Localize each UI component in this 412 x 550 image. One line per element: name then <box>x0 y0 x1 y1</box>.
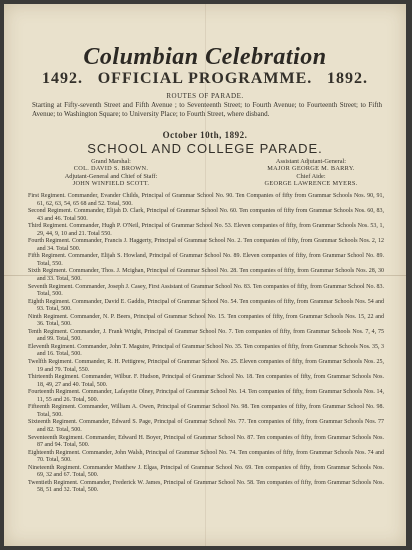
regiment-entry: Eleventh Regiment. Commander, John T. Maguire, Principal of Grammar School No. 35. Ten companies of fifty, from Grammar Schools Nos. 35, 3 and 16. Total, 500. <box>28 343 384 358</box>
adjutant-general-label: Adjutant-General and Chief of Staff: <box>64 173 158 180</box>
regiment-entry: Fifth Regiment. Commander, Elijah S. Howland, Principal of Grammar School No. 89. Eleven companies of fifty, from Grammar School No. 89. Total, 550. <box>28 253 384 267</box>
chief-aide-name: GEORGE LAWRENCE MYERS. <box>264 180 358 188</box>
page-title: Columbian Celebration <box>83 44 327 70</box>
assistant-adjutant-name: MAJOR GEORGE M. BARRY. <box>267 165 355 173</box>
regiment-entry: Twelfth Regiment. Commander, R. H. Pettigrew, Principal of Grammar School No. 25. Eleven companies of fifty, from Grammar Schools Nos. 25, 19 and 79. Total, 550. <box>28 359 384 373</box>
regiment-entry: Fourteenth Regiment. Commander, Lafayette Olney, Principal of Grammar School No. 14. Ten companies of fifty, from Grammar Schools Nos. 14, 11, 55 and 26. Total, 500. <box>28 389 384 403</box>
regiment-entry: Tenth Regiment. Commander, J. Frank Wright, Principal of Grammar School No. 7. Ten companies of fifty, from Grammar Schools Nos. 7, 4, 75 and 99. Total, 500. <box>28 328 384 343</box>
adjutant-general-name: JOHN WINFIELD SCOTT. <box>72 180 150 188</box>
regiment-entry: Nineteenth Regiment. Commander Matthew J. Elgas, Principal of Grammar School No. 69. Ten companies of fifty, from Grammar Schools Nos. 69, 32 and 67. Total, 500. <box>28 464 384 479</box>
grand-marshal-label: Grand Marshal: <box>91 158 131 165</box>
regiment-entry: Twentieth Regiment. Commander, Frederick W. James, Principal of Grammar School No. 58. Ten companies of fifty, from Grammar Schools Nos. 58, 51 and 32. Total, 500. <box>28 479 384 494</box>
regiment-entry: First Regiment. Commander, Evander Childs, Principal of Grammar School No. 90. Ten Companies of fifty from Grammar Schools Nos. 90, 91, 61, 62, 63, 54, 65 68 and 52. Total, 500. <box>28 193 384 207</box>
routes-heading: ROUTES OF PARADE. <box>166 92 244 100</box>
regiment-entry: Seventh Regiment. Commander, Joseph J. Casey, First Assistant of Grammar School No. 83. Ten companies of fifty, from Grammar School No. 83. Total, 500. <box>28 283 384 298</box>
regiment-entry: Eighth Regiment. Commander, David E. Gaddis, Principal of Grammar School No. 54. Ten companies of fifty, from Grammar Schools Nos. 54 and 93. Total, 500. <box>28 298 384 313</box>
grand-marshal-name: COL. DAVID S. BROWN. <box>73 165 149 173</box>
year-left: 1492. <box>42 70 83 87</box>
assistant-adjutant <box>240 158 382 173</box>
regiment-entry: Seventeenth Regiment. Commander, Edward H. Boyer, Principal of Grammar School No. 87. Ten companies of fifty, from Grammar Schools Nos. 87 and 94. Total, 500. <box>28 434 384 449</box>
regiment-entry: Ninth Regiment. Commander, N. P. Beers, Principal of Grammar School No. 15. Ten companies of fifty, from Grammar Schools Nos. 15, 22 and 36. Total, 500. <box>28 313 384 328</box>
regiment-entry: Sixteenth Regiment. Commander, Edward S. Page, Principal of Grammar School No. 77. Ten companies of fifty, from Grammar Schools Nos. 77 and 82. Total, 500. <box>28 419 384 433</box>
programme-sheet <box>4 4 406 546</box>
chief-aide <box>240 173 382 188</box>
programme-heading: OFFICIAL PROGRAMME. <box>97 70 313 87</box>
regiment-list <box>28 193 384 495</box>
chief-aide-label: Chief Aide: <box>296 173 326 180</box>
year-right: 1892. <box>327 70 368 87</box>
adjutant-general <box>46 173 176 188</box>
assistant-adjutant-label: Assistant Adjutant-General: <box>275 158 347 165</box>
regiment-entry: Third Regiment. Commander, Hugh P. O'Neil, Principal of Grammar School No. 53. Eleven companies of fifty, from Grammar Schools Nos. 53, 1, 29, 44, 9, 10 and 21. Total 550. <box>28 223 384 237</box>
regiment-entry: Fifteenth Regiment. Commander, William A. Owen, Principal of Grammar School No. 98. Ten companies of fifty, from Grammar School No. 98. Total, 500. <box>28 404 384 418</box>
section-title: SCHOOL AND COLLEGE PARADE. <box>87 141 323 156</box>
parade-date: October 10th, 1892. <box>162 130 248 140</box>
regiment-entry: Thirteenth Regiment. Commander, Wilbur. F. Hudson, Principal of Grammar School No. 18. Ten companies of fifty, from Grammar Schools Nos. 18, 49, 27 and 40. Total, 500. <box>28 374 384 388</box>
regiment-entry: Second Regiment. Commander, Elijah D. Clark, Principal of Grammar School No. 60. Ten companies of fifty from Grammar Schools Nos. 60, 83, 43 and 46. Total 500. <box>28 208 384 222</box>
regiment-entry: Fourth Regiment. Commander, Francis J. Haggerty, Principal of Grammar School No. 2. Ten companies of fifty, from Grammar Schools Nos. 2, 12 and 34. Total 500. <box>28 238 384 252</box>
regiment-entry: Sixth Regiment. Commander, Thos. J. Mcighan, Principal of Grammar School No. 28. Ten companies of fifty, from Grammar Schools Nos. 28, 30 and 33. Total, 500. <box>28 268 384 283</box>
grand-marshal <box>46 158 176 173</box>
regiment-entry: Eighteenth Regiment. Commander, John Walsh, Principal of Grammar School No. 74. Ten companies of fifty, from Grammar Schools Nos. 74 and 70. Total, 500. <box>28 449 384 464</box>
routes-text: Starting at Fifty-seventh Street and Fifth Avenue ; to Seventeenth Street; to Fourth Avenue; to Fourteenth Street; to Fifth Avenue; to Washington Square; to University Place; to Fourth Street, where disband. <box>32 101 382 119</box>
